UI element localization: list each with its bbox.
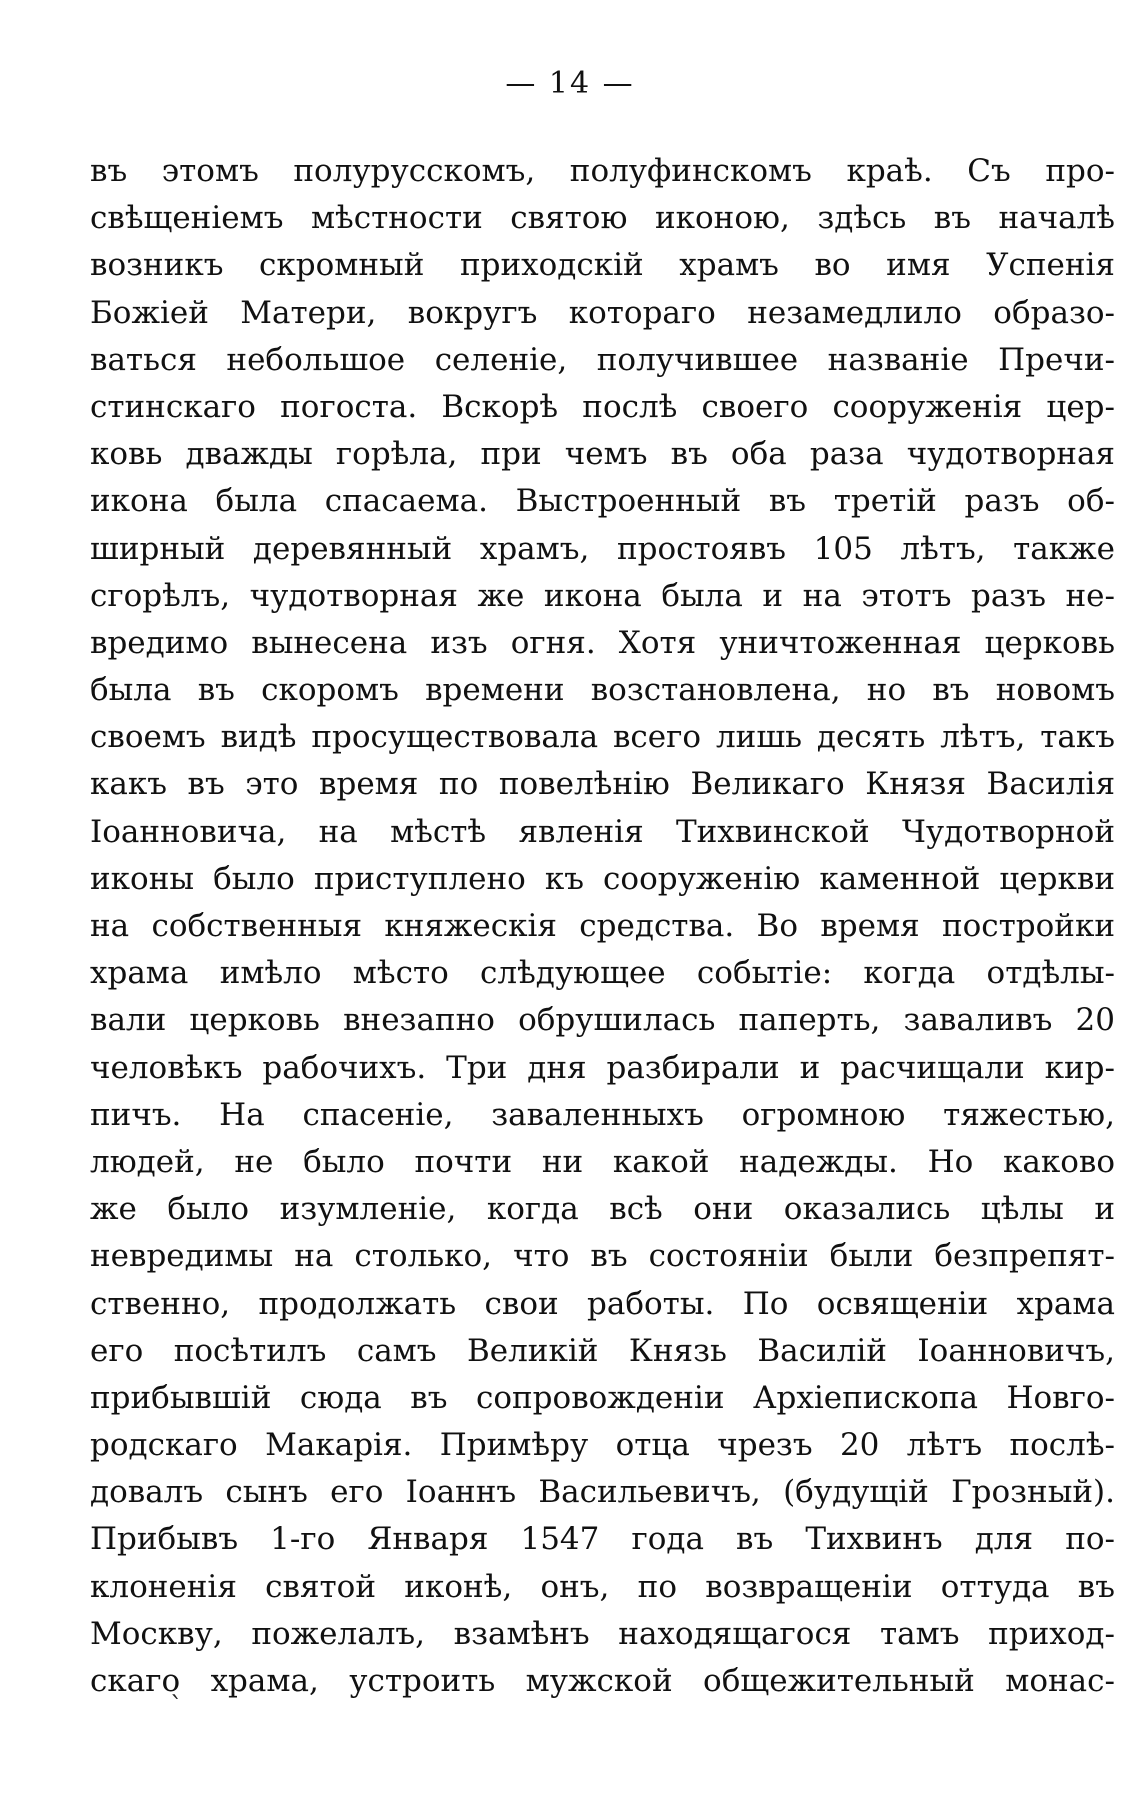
- text-line: свѣщеніемъ мѣстности святою иконою, здѣсь въ началѣ: [90, 200, 1115, 237]
- page-number: — 14 —: [505, 66, 635, 101]
- text-line: Іоанновича, на мѣстѣ явленія Тихвинской Чудотворной: [90, 813, 1115, 850]
- text-line: ваться небольшое селеніе, получившее названіе Пречи-: [90, 341, 1115, 378]
- text-line: ширный деревянный храмъ, простоявъ 105 лѣтъ, также: [90, 530, 1115, 567]
- text-line: какъ въ это время по повелѣнію Великаго Князя Василія: [90, 766, 1115, 803]
- text-line: стинскаго погоста. Вскорѣ послѣ своего сооруженія цер-: [90, 388, 1115, 425]
- text-line: на собственныя княжескія средства. Во время постройки: [90, 908, 1115, 944]
- text-line: Божіей Матери, вокругъ котораго незамедлило образо-: [90, 294, 1115, 331]
- text-line: пичъ. На спасеніе, заваленныхъ огромною тяжестью,: [90, 1096, 1115, 1133]
- text-line: своемъ видѣ просуществовала всего лишь десять лѣтъ, такъ: [90, 719, 1115, 756]
- text-line: человѣкъ рабочихъ. Три дня разбирали и расчищали кир-: [90, 1049, 1115, 1086]
- text-line: скаго храма, устроить мужской общежительный монас-: [90, 1663, 1115, 1699]
- text-line: его посѣтилъ самъ Великій Князь Василій Іоанновичъ,: [90, 1332, 1115, 1369]
- text-line: ковь дважды горѣла, при чемъ въ оба раза чудотворная: [90, 436, 1115, 473]
- text-line: невредимы на столько, что въ состояніи были безпрепят-: [90, 1238, 1115, 1275]
- text-line: вали церковь внезапно обрушилась паперть, заваливъ 20: [90, 1002, 1115, 1039]
- body-text: [90, 148, 1115, 1705]
- text-line: иконы было приступлено къ сооруженію каменной церкви: [90, 860, 1115, 897]
- stray-ink-mark: ˋ: [170, 1692, 183, 1722]
- text-line: же было изумленіе, когда всѣ они оказались цѣлы и: [90, 1191, 1115, 1228]
- text-line: вредимо вынесена изъ огня. Хотя уничтоженная церковь: [90, 624, 1115, 661]
- text-line: въ этомъ полурусскомъ, полуфинскомъ краѣ. Съ про-: [90, 153, 1115, 189]
- text-line: храма имѣло мѣсто слѣдующее событіе: когда отдѣлы-: [90, 955, 1115, 992]
- text-line: была въ скоромъ времени возстановлена, но въ новомъ: [90, 672, 1115, 709]
- text-line: довалъ сынъ его Іоаннъ Васильевичъ, (будущій Грозный).: [90, 1474, 1115, 1511]
- text-line: сгорѣлъ, чудотворная же икона была и на этотъ разъ не-: [90, 577, 1115, 614]
- text-line: возникъ скромный приходскій храмъ во имя Успенія: [90, 247, 1115, 284]
- text-line: икона была спасаема. Выстроенный въ третій разъ об-: [90, 483, 1115, 520]
- text-line: клоненія святой иконѣ, онъ, по возвращеніи оттуда въ: [90, 1568, 1115, 1605]
- text-line: Прибывъ 1-го Января 1547 года въ Тихвинъ для по-: [90, 1521, 1115, 1558]
- text-line: Москву, пожелалъ, взамѣнъ находящагося тамъ приход-: [90, 1615, 1115, 1652]
- text-line: прибывшій сюда въ сопровожденіи Архіепископа Новго-: [90, 1379, 1115, 1416]
- text-line: ственно, продолжать свои работы. По освященіи храма: [90, 1285, 1115, 1322]
- text-line: людей, не было почти ни какой надежды. Но каково: [90, 1143, 1115, 1180]
- text-line: родскаго Макарія. Примѣру отца чрезъ 20 лѣтъ послѣ-: [90, 1427, 1115, 1464]
